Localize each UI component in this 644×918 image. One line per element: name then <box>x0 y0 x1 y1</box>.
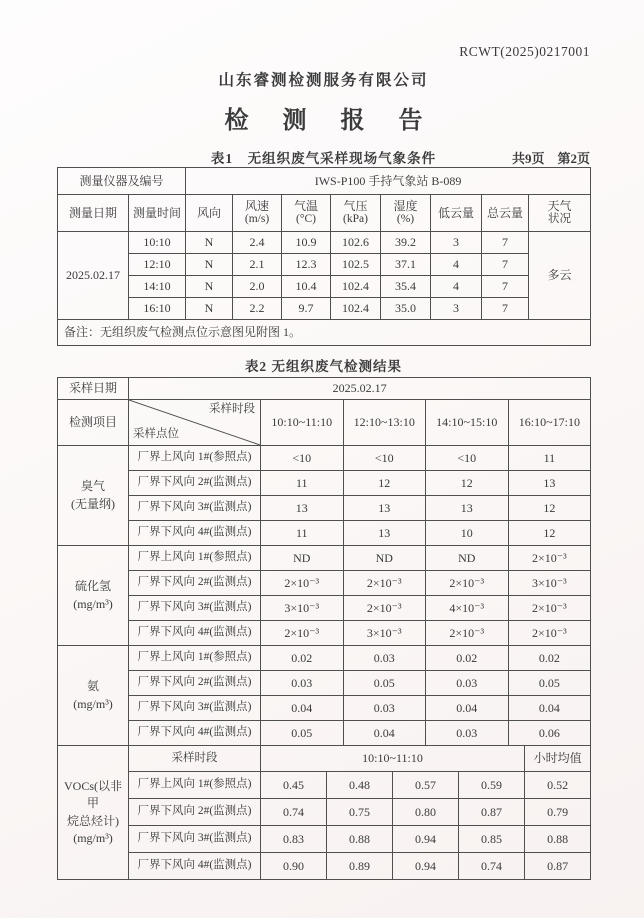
value-cell: 13 <box>343 496 426 521</box>
value-cell: 0.52 <box>525 772 591 799</box>
section-label-vocs: VOCs(以非甲 烷总烃计) (mg/m³) <box>58 746 129 880</box>
point-label: 厂界下风向 3#(监测点) <box>129 496 261 521</box>
cell-total-cloud: 7 <box>482 254 529 276</box>
value-cell: 3×10⁻³ <box>508 571 591 596</box>
table-row <box>58 721 591 746</box>
cell-wind-speed: 2.1 <box>233 254 282 276</box>
point-label: 厂界下风向 3#(监测点) <box>129 826 261 853</box>
col-header-pressure: 气压 (kPa) <box>331 195 381 232</box>
value-cell: <10 <box>426 446 509 471</box>
value-cell: 11 <box>508 446 591 471</box>
value-cell: 12 <box>508 521 591 546</box>
value-cell: 0.74 <box>459 853 525 880</box>
value-cell: 0.74 <box>261 799 327 826</box>
results-header-row <box>58 400 591 446</box>
value-cell: 2×10⁻³ <box>343 596 426 621</box>
item-label: 检测项目 <box>58 400 129 446</box>
point-label: 厂界上风向 1#(参照点) <box>129 646 261 671</box>
value-cell: 0.02 <box>508 646 591 671</box>
value-cell: 0.59 <box>459 772 525 799</box>
value-cell: 13 <box>343 521 426 546</box>
value-cell: 2×10⁻³ <box>508 546 591 571</box>
cell-time: 14:10 <box>129 276 186 298</box>
vocs-period-value: 10:10~11:10 <box>261 746 525 772</box>
col-header-wind-speed: 风速 (m/s) <box>233 195 282 232</box>
value-cell: 4×10⁻³ <box>426 596 509 621</box>
value-cell: 3×10⁻³ <box>343 621 426 646</box>
time-header: 10:10~11:10 <box>261 400 344 446</box>
value-cell: ND <box>343 546 426 571</box>
value-cell: 0.04 <box>343 721 426 746</box>
table-row <box>58 546 591 571</box>
table1-caption-row <box>57 147 590 167</box>
value-cell: 10 <box>426 521 509 546</box>
value-cell: 0.02 <box>426 646 509 671</box>
value-cell: 0.05 <box>508 671 591 696</box>
sampling-date-label: 采样日期 <box>58 378 129 400</box>
value-cell: 2×10⁻³ <box>343 571 426 596</box>
table-row <box>58 521 591 546</box>
vocs-period-label: 采样时段 <box>129 746 261 772</box>
vocs-period-row <box>58 746 591 772</box>
time-header: 14:10~15:10 <box>426 400 509 446</box>
cell-time: 10:10 <box>129 232 186 254</box>
table-row <box>58 446 591 471</box>
value-cell: 13 <box>261 496 344 521</box>
instrument-row <box>58 168 591 195</box>
value-cell: 0.03 <box>261 671 344 696</box>
instrument-value: IWS-P100 手持气象站 B-089 <box>186 168 591 195</box>
table-row <box>58 853 591 880</box>
table-row <box>58 799 591 826</box>
value-cell: 0.94 <box>393 853 459 880</box>
value-cell: 2×10⁻³ <box>508 596 591 621</box>
cell-humidity: 37.1 <box>381 254 431 276</box>
value-cell: 11 <box>261 521 344 546</box>
time-header: 16:10~17:10 <box>508 400 591 446</box>
table-row <box>58 671 591 696</box>
table2-caption: 表2 无组织废气检测结果 <box>244 359 403 374</box>
cell-temp: 10.4 <box>282 276 331 298</box>
value-cell: 0.75 <box>327 799 393 826</box>
value-cell: <10 <box>261 446 344 471</box>
table-row <box>58 621 591 646</box>
value-cell: 0.45 <box>261 772 327 799</box>
table-row <box>58 772 591 799</box>
point-label: 厂界上风向 1#(参照点) <box>129 772 261 799</box>
point-label: 厂界下风向 2#(监测点) <box>129 799 261 826</box>
value-cell: 0.88 <box>327 826 393 853</box>
cell-temp: 10.9 <box>282 232 331 254</box>
diagonal-header <box>129 400 261 446</box>
value-cell: 0.90 <box>261 853 327 880</box>
col-header-low-cloud: 低云量 <box>431 195 482 232</box>
table-row <box>58 571 591 596</box>
point-label: 厂界下风向 2#(监测点) <box>129 671 261 696</box>
value-cell: 2×10⁻³ <box>508 621 591 646</box>
col-header-total-cloud: 总云量 <box>482 195 529 232</box>
table-row <box>58 276 591 298</box>
cell-humidity: 35.0 <box>381 298 431 320</box>
results-table <box>57 377 591 880</box>
value-cell: 0.05 <box>261 721 344 746</box>
section-label-h2s: 硫化氢 (mg/m³) <box>58 546 129 646</box>
diagonal-bottom-label: 采样点位 <box>133 428 179 441</box>
cell-wind-speed: 2.0 <box>233 276 282 298</box>
table-row <box>58 471 591 496</box>
table-row <box>58 596 591 621</box>
value-cell: <10 <box>343 446 426 471</box>
point-label: 厂界下风向 3#(监测点) <box>129 596 261 621</box>
value-cell: 0.03 <box>426 671 509 696</box>
value-cell: 2×10⁻³ <box>261 621 344 646</box>
section-label-odor: 臭气 (无量纲) <box>58 446 129 546</box>
sampling-date-row <box>58 378 591 400</box>
hourly-avg-label: 小时均值 <box>525 746 591 772</box>
point-label: 厂界下风向 2#(监测点) <box>129 471 261 496</box>
cell-temp: 12.3 <box>282 254 331 276</box>
table-row <box>58 696 591 721</box>
col-header-date: 测量日期 <box>58 195 129 232</box>
value-cell: 2×10⁻³ <box>261 571 344 596</box>
value-cell: 12 <box>508 496 591 521</box>
cell-pressure: 102.6 <box>331 232 381 254</box>
instrument-label: 测量仪器及编号 <box>58 168 186 195</box>
col-header-temp: 气温 (°C) <box>282 195 331 232</box>
cell-low-cloud: 4 <box>431 254 482 276</box>
point-label: 厂界上风向 1#(参照点) <box>129 446 261 471</box>
table-row <box>58 254 591 276</box>
point-label: 厂界下风向 3#(监测点) <box>129 696 261 721</box>
value-cell: 0.03 <box>343 646 426 671</box>
value-cell: 0.88 <box>525 826 591 853</box>
point-label: 厂界下风向 4#(监测点) <box>129 853 261 880</box>
cell-wind-speed: 2.2 <box>233 298 282 320</box>
measure-date: 2025.02.17 <box>58 232 129 320</box>
page-indicator: 共9页 第2页 <box>511 151 590 166</box>
cell-wind-dir: N <box>186 232 233 254</box>
value-cell: 0.48 <box>327 772 393 799</box>
col-header-humidity: 湿度 (%) <box>381 195 431 232</box>
point-label: 厂界上风向 1#(参照点) <box>129 546 261 571</box>
cell-pressure: 102.5 <box>331 254 381 276</box>
table-row <box>58 496 591 521</box>
table-row <box>58 646 591 671</box>
cell-time: 16:10 <box>129 298 186 320</box>
sampling-date-value: 2025.02.17 <box>129 378 591 400</box>
value-cell: 0.83 <box>261 826 327 853</box>
value-cell: 13 <box>426 496 509 521</box>
cell-total-cloud: 7 <box>482 298 529 320</box>
value-cell: 0.57 <box>393 772 459 799</box>
value-cell: 11 <box>261 471 344 496</box>
report-title: 检 测 报 告 <box>224 108 437 134</box>
value-cell: 0.04 <box>261 696 344 721</box>
col-header-wind-dir: 风向 <box>186 195 233 232</box>
value-cell: 0.89 <box>327 853 393 880</box>
cell-temp: 9.7 <box>282 298 331 320</box>
table-row <box>58 298 591 320</box>
value-cell: 0.02 <box>261 646 344 671</box>
value-cell: 0.06 <box>508 721 591 746</box>
value-cell: 0.04 <box>426 696 509 721</box>
cell-low-cloud: 3 <box>431 298 482 320</box>
value-cell: 12 <box>426 471 509 496</box>
remark-row <box>58 320 591 346</box>
section-label-ammonia: 氨 (mg/m³) <box>58 646 129 746</box>
cell-wind-speed: 2.4 <box>233 232 282 254</box>
value-cell: 0.94 <box>393 826 459 853</box>
value-cell: ND <box>261 546 344 571</box>
cell-low-cloud: 3 <box>431 232 482 254</box>
company-name: 山东睿测检测服务有限公司 <box>218 72 429 89</box>
cell-low-cloud: 4 <box>431 276 482 298</box>
cell-wind-dir: N <box>186 298 233 320</box>
value-cell: 2×10⁻³ <box>426 621 509 646</box>
time-header: 12:10~13:10 <box>343 400 426 446</box>
report-number: RCWT(2025)0217001 <box>459 44 590 59</box>
cell-wind-dir: N <box>186 254 233 276</box>
cell-humidity: 39.2 <box>381 232 431 254</box>
value-cell: 0.03 <box>343 696 426 721</box>
cell-pressure: 102.4 <box>331 298 381 320</box>
weather-table <box>57 167 591 346</box>
cell-pressure: 102.4 <box>331 276 381 298</box>
value-cell: ND <box>426 546 509 571</box>
cell-total-cloud: 7 <box>482 232 529 254</box>
table1-caption: 表1 无组织废气采样现场气象条件 <box>210 151 437 166</box>
value-cell: 2×10⁻³ <box>426 571 509 596</box>
cell-humidity: 35.4 <box>381 276 431 298</box>
col-header-time: 测量时间 <box>129 195 186 232</box>
remark-text: 备注：无组织废气检测点位示意图见附图 1。 <box>58 320 591 346</box>
value-cell: 0.79 <box>525 799 591 826</box>
cell-wind-dir: N <box>186 276 233 298</box>
cell-time: 12:10 <box>129 254 186 276</box>
table-row <box>58 232 591 254</box>
col-header-weather: 天气 状况 <box>529 195 591 232</box>
point-label: 厂界下风向 2#(监测点) <box>129 571 261 596</box>
value-cell: 0.80 <box>393 799 459 826</box>
table-row <box>58 826 591 853</box>
value-cell: 3×10⁻³ <box>261 596 344 621</box>
weather-condition: 多云 <box>529 232 591 320</box>
point-label: 厂界下风向 4#(监测点) <box>129 621 261 646</box>
value-cell: 0.87 <box>525 853 591 880</box>
value-cell: 0.85 <box>459 826 525 853</box>
value-cell: 13 <box>508 471 591 496</box>
weather-header-row <box>58 195 591 232</box>
value-cell: 0.87 <box>459 799 525 826</box>
value-cell: 12 <box>343 471 426 496</box>
point-label: 厂界下风向 4#(监测点) <box>129 721 261 746</box>
report-content <box>57 0 590 880</box>
value-cell: 0.03 <box>426 721 509 746</box>
diagonal-top-label: 采样时段 <box>209 403 255 415</box>
point-label: 厂界下风向 4#(监测点) <box>129 521 261 546</box>
value-cell: 0.05 <box>343 671 426 696</box>
value-cell: 0.04 <box>508 696 591 721</box>
cell-total-cloud: 7 <box>482 276 529 298</box>
